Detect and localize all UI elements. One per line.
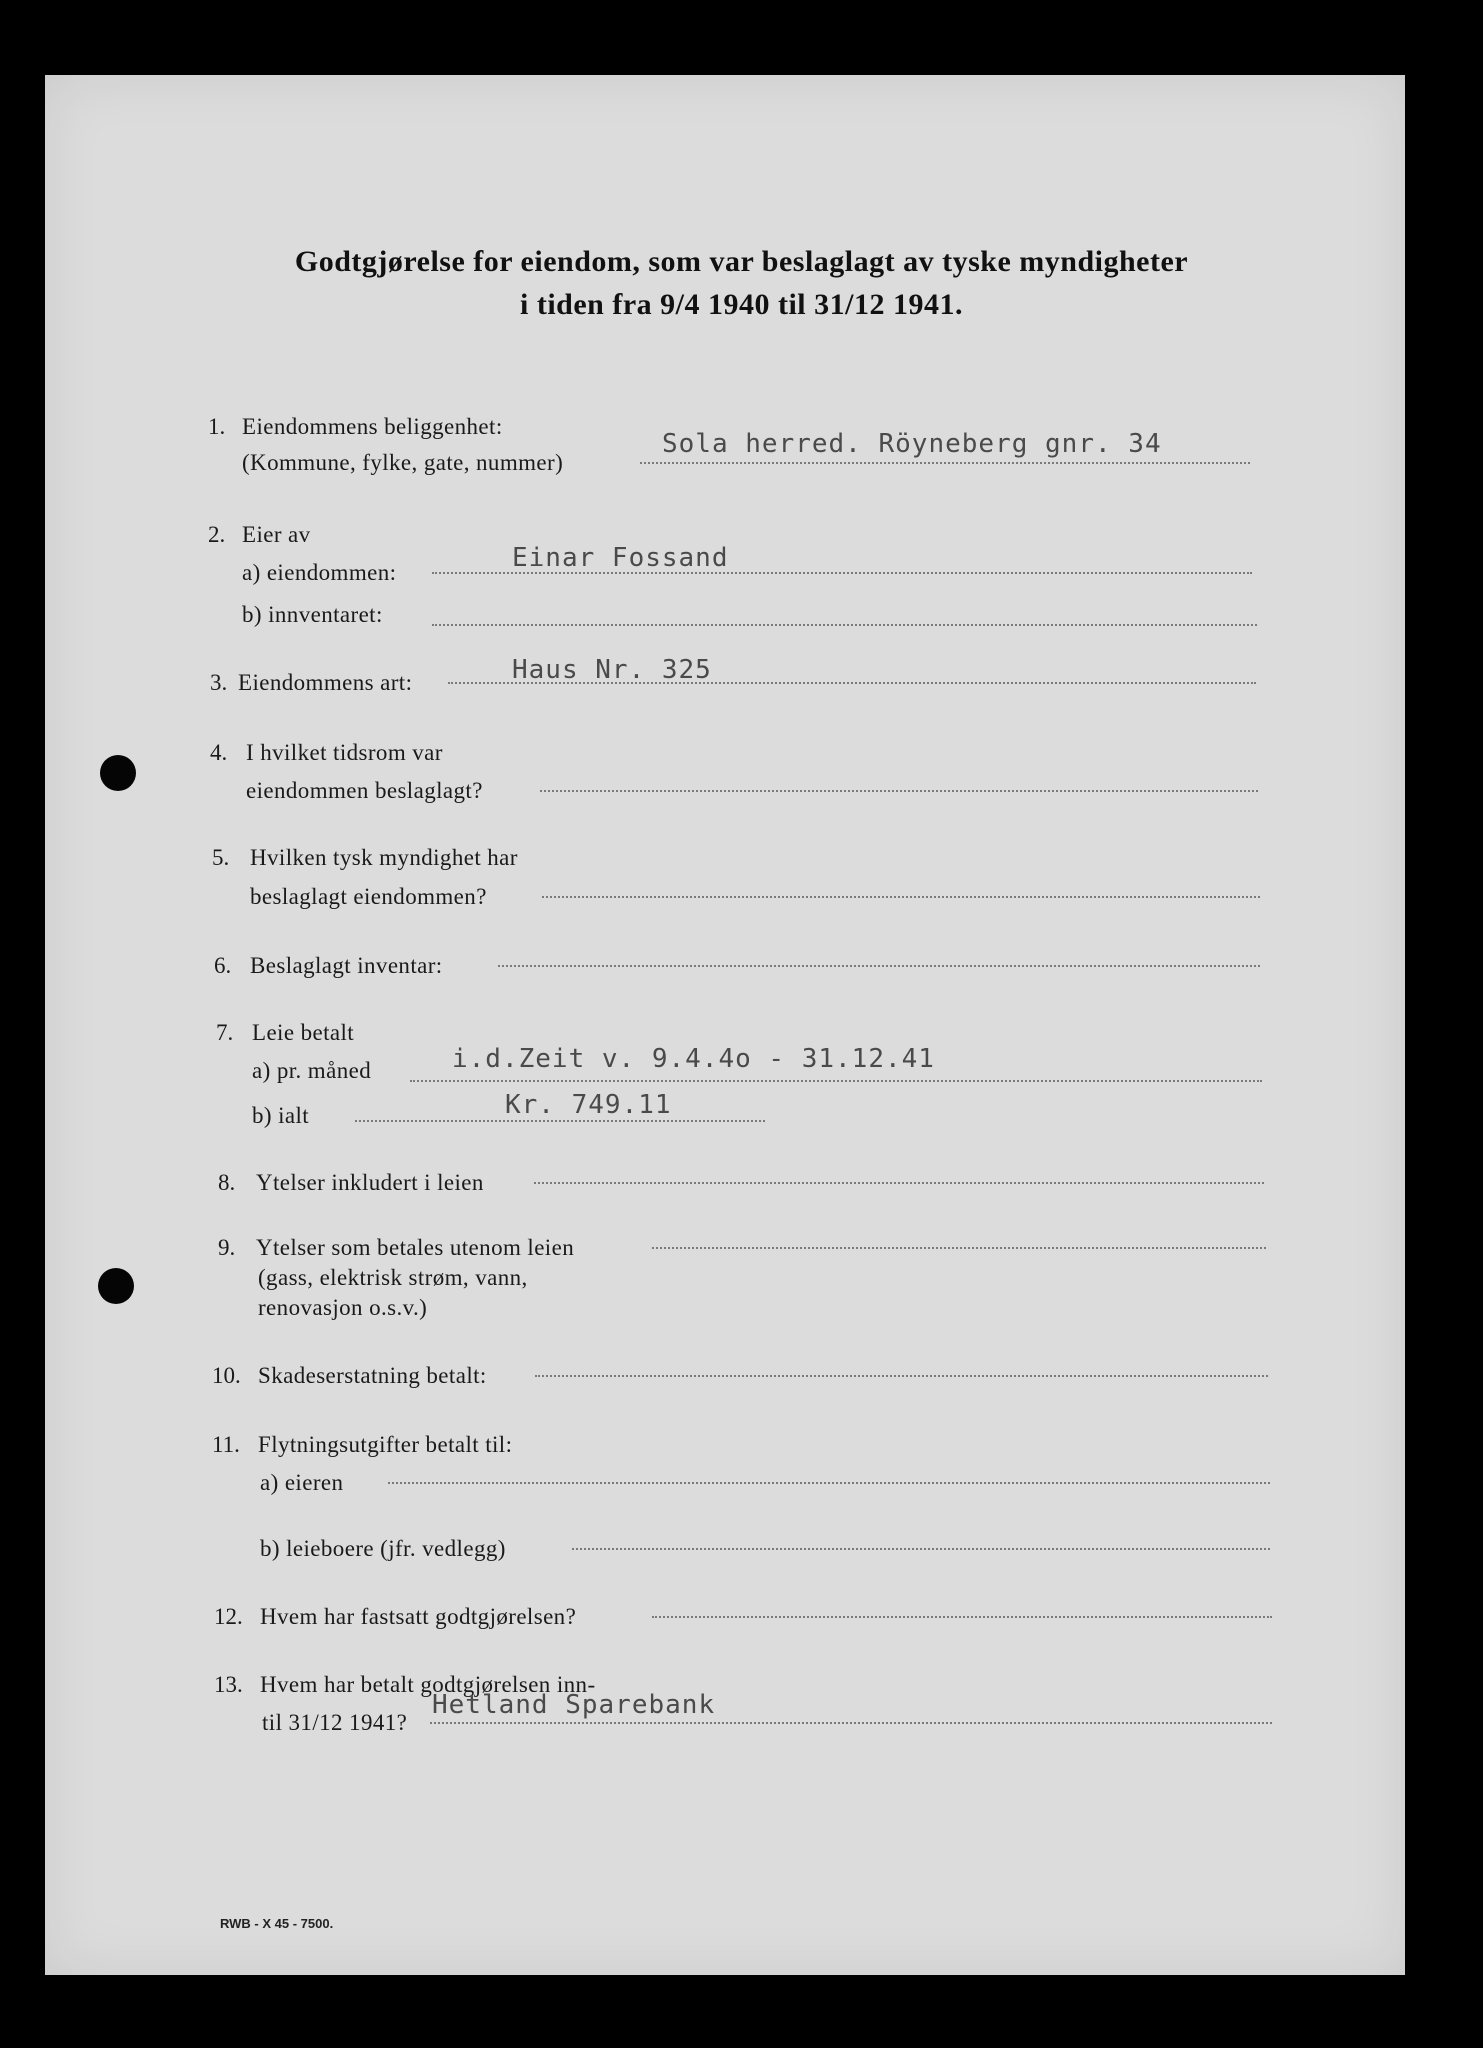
printer-code: RWB - X 45 - 7500. <box>220 1916 334 1931</box>
form-title-line1: Godtgjørelse for eiendom, som var beslaglagt av tyske myndigheter <box>294 245 1189 278</box>
item-7a-label: a) pr. måned <box>252 1058 372 1083</box>
item-13-label: Hvem har betalt godtgjørelsen inn- <box>260 1672 596 1697</box>
item-1-number: 1. <box>208 414 226 439</box>
item-2a-value: Einar Fossand <box>512 543 729 573</box>
item-4-number: 4. <box>210 740 228 765</box>
item-7b-label: b) ialt <box>252 1103 310 1128</box>
item-2b-label: b) innventaret: <box>242 602 383 627</box>
item-11-label: Flytningsutgifter betalt til: <box>258 1432 513 1457</box>
item-9-sublabel2: renovasjon o.s.v.) <box>258 1295 428 1320</box>
item-9-number: 9. <box>218 1235 236 1260</box>
item-11a-label: a) eieren <box>260 1470 344 1495</box>
item-11a-line <box>388 1482 1270 1484</box>
item-11b-label: b) leieboere (jfr. vedlegg) <box>260 1536 506 1561</box>
item-11-number: 11. <box>212 1432 240 1457</box>
item-1-value: Sola herred. Röyneberg gnr. 34 <box>662 429 1162 459</box>
item-4-label: I hvilket tidsrom var <box>246 740 443 765</box>
item-7a-value: i.d.Zeit v. 9.4.4o - 31.12.41 <box>452 1044 935 1074</box>
item-6-label: Beslaglagt inventar: <box>250 953 443 978</box>
form-sheet <box>45 75 1405 1975</box>
punch-hole-lower <box>98 1268 134 1304</box>
item-2-label: Eier av <box>242 522 311 547</box>
item-5-number: 5. <box>212 845 230 870</box>
item-10-line <box>535 1375 1268 1377</box>
item-12-number: 12. <box>214 1604 243 1629</box>
item-7b-value: Kr. 749.11 <box>505 1090 672 1120</box>
item-10-number: 10. <box>212 1363 241 1388</box>
item-5-label: Hvilken tysk myndighet har <box>250 845 518 870</box>
item-5-sublabel: beslaglagt eiendommen? <box>250 884 487 909</box>
item-13-sublabel: til 31/12 1941? <box>262 1710 408 1735</box>
item-2b-line <box>432 624 1257 626</box>
item-8-line <box>534 1182 1264 1184</box>
item-8-label: Ytelser inkludert i leien <box>256 1170 484 1195</box>
item-1-label: Eiendommens beliggenhet: <box>242 414 503 439</box>
item-13-number: 13. <box>214 1672 243 1697</box>
item-7a-line <box>410 1080 1262 1082</box>
item-3-value: Haus Nr. 325 <box>512 655 712 685</box>
item-3-label: Eiendommens art: <box>238 670 413 695</box>
item-1-sublabel: (Kommune, fylke, gate, nummer) <box>242 450 564 475</box>
item-9-line <box>652 1247 1266 1249</box>
item-3-number: 3. <box>210 670 228 695</box>
item-12-line <box>652 1616 1272 1618</box>
item-9-label: Ytelser som betales utenom leien <box>256 1235 575 1260</box>
item-2-number: 2. <box>208 522 226 547</box>
item-4-sublabel: eiendommen beslaglagt? <box>246 778 483 803</box>
item-5-line <box>542 896 1260 898</box>
item-12-label: Hvem har fastsatt godtgjørelsen? <box>260 1604 577 1629</box>
item-8-number: 8. <box>218 1170 236 1195</box>
item-11b-line <box>572 1548 1270 1550</box>
item-7-number: 7. <box>216 1020 234 1045</box>
item-1-line <box>640 462 1250 464</box>
item-13-line <box>430 1722 1272 1724</box>
item-9-sublabel: (gass, elektrisk strøm, vann, <box>258 1265 528 1290</box>
item-10-label: Skadeserstatning betalt: <box>258 1363 487 1388</box>
item-4-line <box>540 790 1258 792</box>
item-7-label: Leie betalt <box>252 1020 355 1045</box>
form-title-line2: i tiden fra 9/4 1940 til 31/12 1941. <box>520 288 963 321</box>
item-13-value: Hetland Sparebank <box>432 1690 716 1720</box>
item-6-line <box>498 965 1260 967</box>
item-6-number: 6. <box>214 953 232 978</box>
item-7b-line <box>355 1120 765 1122</box>
item-2a-label: a) eiendommen: <box>242 560 397 585</box>
punch-hole-upper <box>100 755 136 791</box>
